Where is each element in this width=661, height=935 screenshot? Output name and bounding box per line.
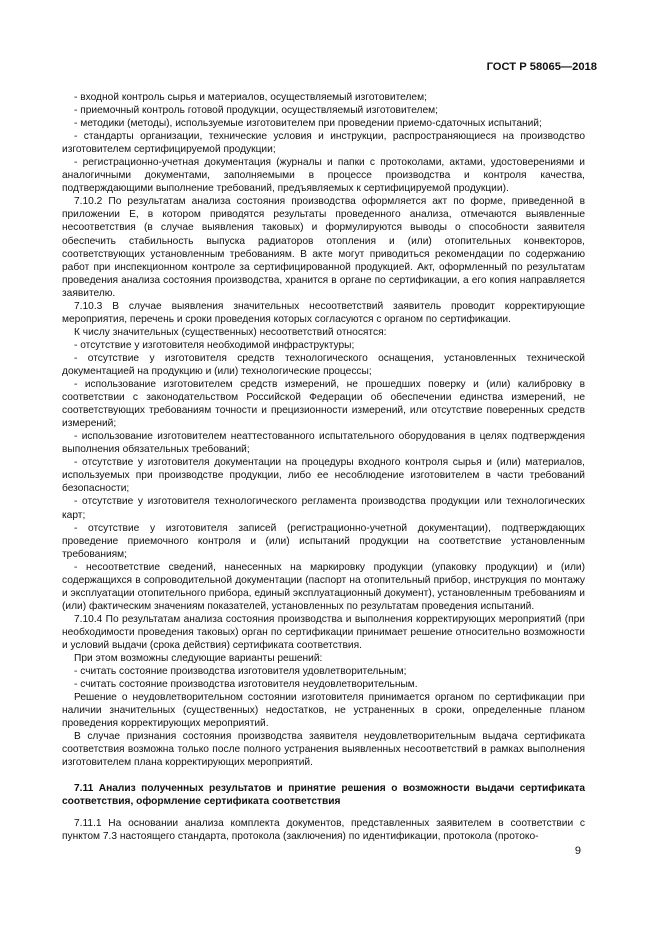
paragraph-7-10-2: 7.10.2 По результатам анализа состояния производства оформляется акт по форме, приведенной в приложении Е, в котором приводятся результаты проведенного анализа, отмечаются выявленные несоответствия (в случае выявления таковых) и формулируются выводы о способности заявителя обеспечить стабильность выпуска радиаторов отопления и (или) отопительных конвекторов, соответствующих установленным требованиям. В акте могут приводиться рекомендации по содержанию работ при инспекционном контроле за сертифицированной продукцией. Акт, оформленный по результатам проведения анализа состояния производства, хранится в органе по сертификации, а его копия направляется заявителю. <box>62 196 585 299</box>
document-header: ГОСТ Р 58065—2018 <box>486 61 597 73</box>
paragraph-7-11-1: 7.11.1 На основании анализа комплекта документов, представленных заявителем в соответствии с пунктом 7.3 настоящего стандарта, протокола (заключения) по идентификации, протокола (протоко- <box>62 817 585 842</box>
paragraph-certificate-issuance: В случае признания состояния производства заявителя неудовлетворительным выдача сертификата соответствия возможна только после полного устранения выявленных несоответствий в рамках выполнения изготовителем плана корректирующих мероприятий. <box>62 731 585 769</box>
paragraph-decision-options: При этом возможны следующие варианты решений: <box>74 653 323 665</box>
paragraph-7-10-4: 7.10.4 По результатам анализа состояния производства и выполнения корректирующих мероприятий (при необходимости проведения таковых) орган по сертификации принимает решение относительно возможности и условий выдачи (срока действия) сертификата соответствия. <box>62 613 585 651</box>
list-item-marking-mismatch: - несоответствие сведений, нанесенных на маркировку продукции (упаковку продукции) и (или) содержащихся в сопроводительной документации (паспорт на отопительный прибор, инструкция по монтажу и эксплуатации отопительного прибора, единый эксплуатационный документ), установленным требованиям и (или) фактическим значениям показателей, установленных по результатам проведения испытаний. <box>62 561 585 612</box>
list-item-acceptance-records: - отсутствие у изготовителя записей (регистрационно-учетной документации), подтверждающих проведение приемочного контроля и (или) испытаний продукции на соответствие установленным требованиям; <box>62 522 585 560</box>
list-item-test-methods: - методики (методы), используемые изготовителем при проведении приемо-сдаточных испытаний; <box>74 118 542 130</box>
section-heading-7-11: 7.11 Анализ полученных результатов и принятие решения о возможности выдачи сертификата соответствия, оформление сертификата соответствия <box>62 783 585 808</box>
list-item-satisfactory: - считать состояние производства изготовителя удовлетворительным; <box>74 666 407 678</box>
paragraph-7-10-3: 7.10.3 В случае выявления значительных несоответствий заявитель проводит корректирующие мероприятия, перечень и сроки проведения которых согласуются с органом по сертификации. <box>62 300 585 325</box>
list-item-input-procedures: - отсутствие у изготовителя документации на процедуры входного контроля сырья и (или) материалов, используемых при производстве продукции, либо ее несоблюдение изготовителем в части требований безопасности; <box>62 457 585 495</box>
list-item-registration-docs: - регистрационно-учетная документация (журналы и папки с протоколами, актами, удостоверениями и аналогичными документами, заполняемыми в процессе производства и контроля качества, подтверждающими выполнение требований, предъявляемых к сертифицируемой продукции). <box>62 157 585 195</box>
list-item-unsatisfactory: - считать состояние производства изготовителя неудовлетворительным. <box>74 679 418 691</box>
list-item-measuring-instruments: - использование изготовителем средств измерений, не прошедших поверку и (или) калибровку в соответствии с законодательством Российской Федерации об обеспечении единства измерений, не соответствующих требованиям точности и прецизионности измерений, или отсутствие поверенных средств измерений; <box>62 379 585 430</box>
list-item-org-standards: - стандарты организации, технические условия и инструкции, распространяющиеся на производство изготовителем сертифицируемой продукции; <box>62 131 585 156</box>
paragraph-unsatisfactory-decision: Решение о неудовлетворительном состоянии изготовителя принимается органом по сертификации при наличии значительных (существенных) недостатков, не устраненных в сроки, определенные планом проведения корректирующих мероприятий. <box>62 692 585 730</box>
list-item-test-equipment: - использование изготовителем неаттестованного испытательного оборудования в целях подтверждения выполнения обязательных требований; <box>62 431 585 456</box>
page-number: 9 <box>574 845 581 857</box>
list-item-tech-regulations: - отсутствие у изготовителя технологического регламента производства продукции или технологических карт; <box>62 496 585 521</box>
paragraph-nonconformities-intro: К числу значительных (существенных) несоответствий относятся: <box>74 326 387 338</box>
list-item-infrastructure: - отсутствие у изготовителя необходимой инфраструктуры; <box>74 339 355 351</box>
list-item-input-control: - входной контроль сырья и материалов, осуществляемый изготовителем; <box>74 92 427 103</box>
list-item-acceptance-control: - приемочный контроль готовой продукции, осуществляемый изготовителем; <box>74 105 438 117</box>
document-body <box>62 91 585 843</box>
list-item-tech-equipment: - отсутствие у изготовителя средств технологического оснащения, установленных технической документацией на продукцию и (или) технологические процессы; <box>62 352 585 377</box>
